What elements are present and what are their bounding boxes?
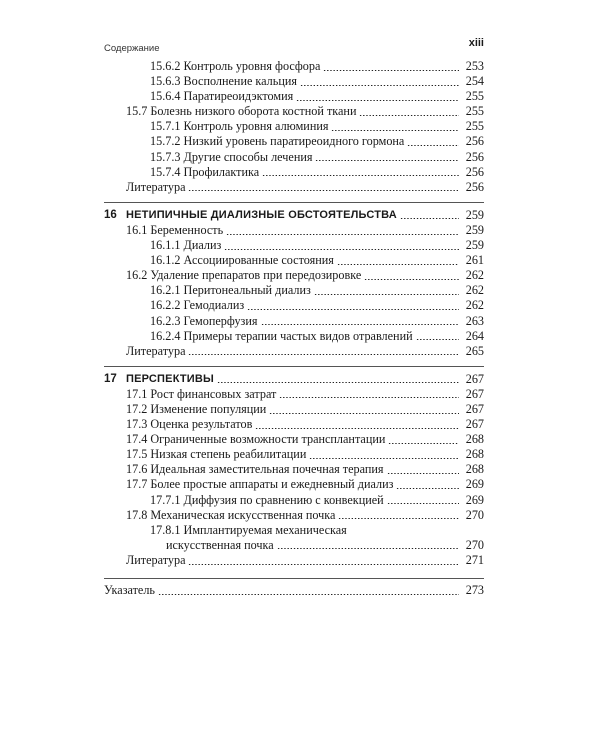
- running-head: Содержание: [104, 43, 160, 54]
- chapter-16-heading[interactable]: 16 НЕТИПИЧНЫЕ ДИАЛИЗНЫЕ ОБСТОЯТЕЛЬСТВА 259: [104, 207, 484, 222]
- toc-entry[interactable]: 15.7.1 Контроль уровня алюминия 255: [150, 119, 484, 134]
- toc-entry[interactable]: 16.2.1 Перитонеальный диализ 262: [150, 283, 484, 298]
- toc-entry[interactable]: 17.8 Механическая искусственная почка 270: [126, 507, 484, 522]
- chapter-divider: [104, 202, 484, 203]
- toc-entry[interactable]: 16.2.4 Примеры терапии частых видов отравлений 264: [150, 328, 484, 343]
- table-of-contents: [104, 59, 484, 598]
- toc-entry[interactable]: 15.7.2 Низкий уровень паратиреоидного гормона 256: [150, 134, 484, 149]
- chapter-17-heading[interactable]: 17 ПЕРСПЕКТИВЫ 267: [104, 371, 484, 386]
- toc-entry[interactable]: Литература 256: [126, 179, 484, 194]
- toc-entry[interactable]: 16.2 Удаление препаратов при передозировке 262: [126, 268, 484, 283]
- toc-entry[interactable]: 17.4 Ограниченные возможности трансплантации 268: [126, 432, 484, 447]
- toc-entry[interactable]: Литература 265: [126, 343, 484, 358]
- toc-entry-index[interactable]: Указатель 273: [104, 583, 484, 597]
- toc-entry[interactable]: 17.7 Более простые аппараты и ежедневный диализ 269: [126, 477, 484, 492]
- toc-entry[interactable]: 17.7.1 Диффузия по сравнению с конвекцией 269: [150, 492, 484, 507]
- toc-entry[interactable]: 16.1.2 Ассоциированные состояния 261: [150, 253, 484, 268]
- toc-entry[interactable]: Литература 271: [126, 552, 484, 567]
- toc-entry[interactable]: 17.3 Оценка результатов 267: [126, 417, 484, 432]
- toc-entry[interactable]: 17.1 Рост финансовых затрат 267: [126, 386, 484, 401]
- page-number: xiii: [468, 37, 484, 49]
- toc-entry[interactable]: 16.2.3 Гемоперфузия 263: [150, 313, 484, 328]
- toc-entry[interactable]: 17.5 Низкая степень реабилитации 268: [126, 447, 484, 462]
- chapter-divider: [104, 578, 484, 579]
- toc-entry[interactable]: 16.2.2 Гемодиализ 262: [150, 298, 484, 313]
- toc-entry[interactable]: 15.6.4 Паратиреоидэктомия 255: [150, 89, 484, 104]
- toc-entry[interactable]: 16.1 Беременность 259: [126, 222, 484, 237]
- toc-entry[interactable]: 15.6.3 Восполнение кальция 254: [150, 74, 484, 89]
- toc-entry[interactable]: 15.7.4 Профилактика 256: [150, 164, 484, 179]
- toc-entry[interactable]: 15.7.3 Другие способы лечения 256: [150, 149, 484, 164]
- toc-entry[interactable]: 17.6 Идеальная заместительная почечная терапия 268: [126, 462, 484, 477]
- toc-entry[interactable]: 15.7 Болезнь низкого оборота костной ткани 255: [126, 104, 484, 119]
- toc-entry[interactable]: 15.6.2 Контроль уровня фосфора 253: [150, 59, 484, 73]
- toc-entry[interactable]: 16.1.1 Диализ 259: [150, 238, 484, 253]
- toc-entry-multiline[interactable]: 17.8.1 Имплантируемая механическая искусственная почка 270: [150, 522, 484, 552]
- chapter-divider: [104, 366, 484, 367]
- page-header: [104, 38, 484, 56]
- toc-entry[interactable]: 17.2 Изменение популяции 267: [126, 401, 484, 416]
